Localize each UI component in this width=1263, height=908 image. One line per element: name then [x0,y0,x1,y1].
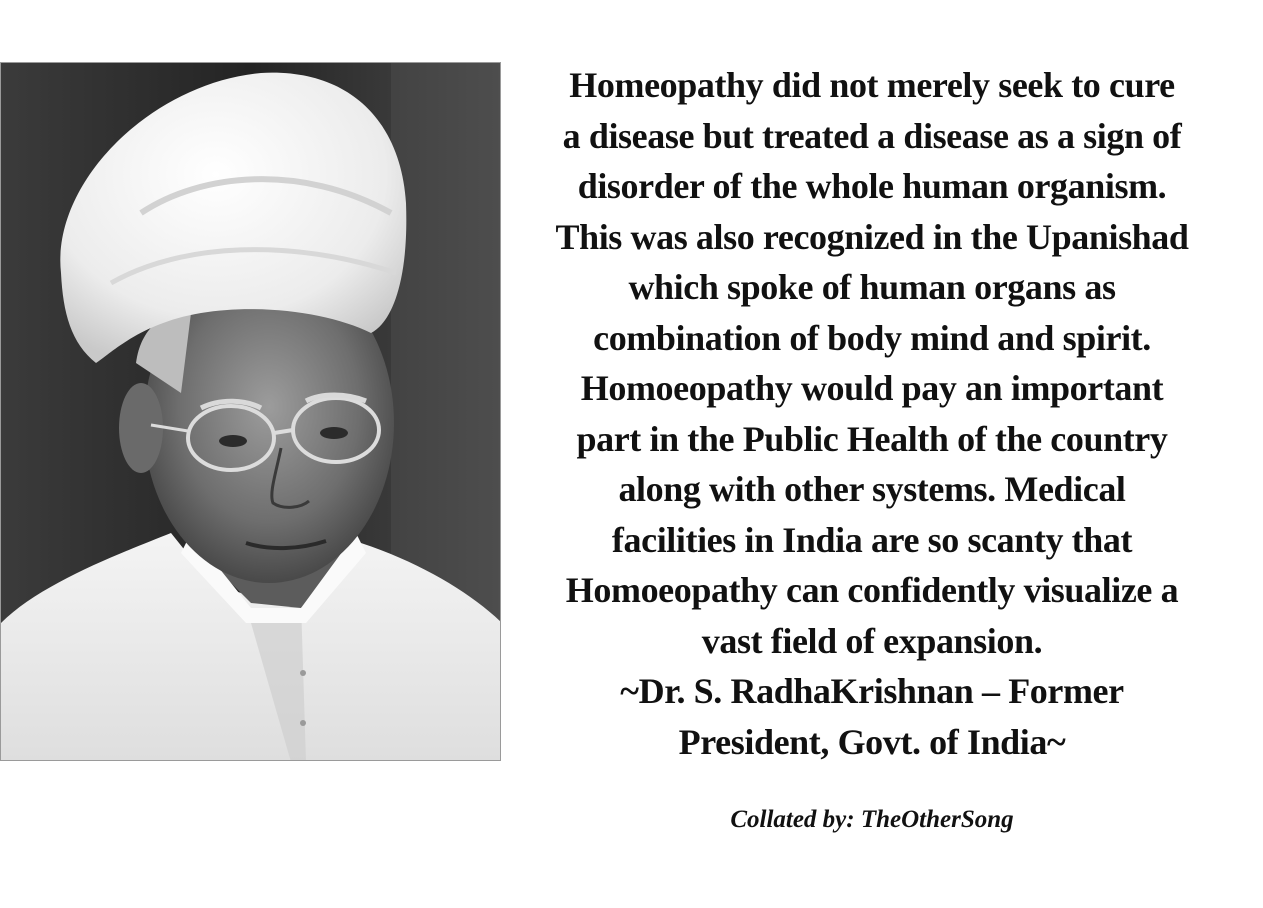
attribution-line: ~Dr. S. RadhaKrishnan – Former [620,671,1124,711]
portrait-illustration [1,63,501,761]
quote-line: which spoke of human organs as [628,267,1116,307]
quote-block [508,60,1236,767]
quote-line: disorder of the whole human organism. [577,166,1167,206]
quote-line: Homoeopathy would pay an important [580,368,1164,408]
quote-line: a disease but treated a disease as a sign of [562,115,1182,156]
quote-line: combination of body mind and spirit. [593,317,1151,358]
credit-text: Collated by: TheOtherSong [730,806,1014,833]
portrait-photo [0,62,501,761]
quote-line: vast field of expansion. [701,620,1043,661]
quote-line: part in the Public Health of the country [576,418,1168,459]
quote-line: along with other systems. Medical [618,469,1126,509]
quote-line: facilities in India are so scanty that [611,519,1133,560]
quote-line: This was also recognized in the Upanishad [555,216,1189,257]
quote-line: Homoeopathy can confidently visualize a [565,570,1179,610]
attribution-line: President, Govt. of India~ [678,721,1066,762]
quote-line: Homeopathy did not merely seek to cure [569,65,1175,105]
